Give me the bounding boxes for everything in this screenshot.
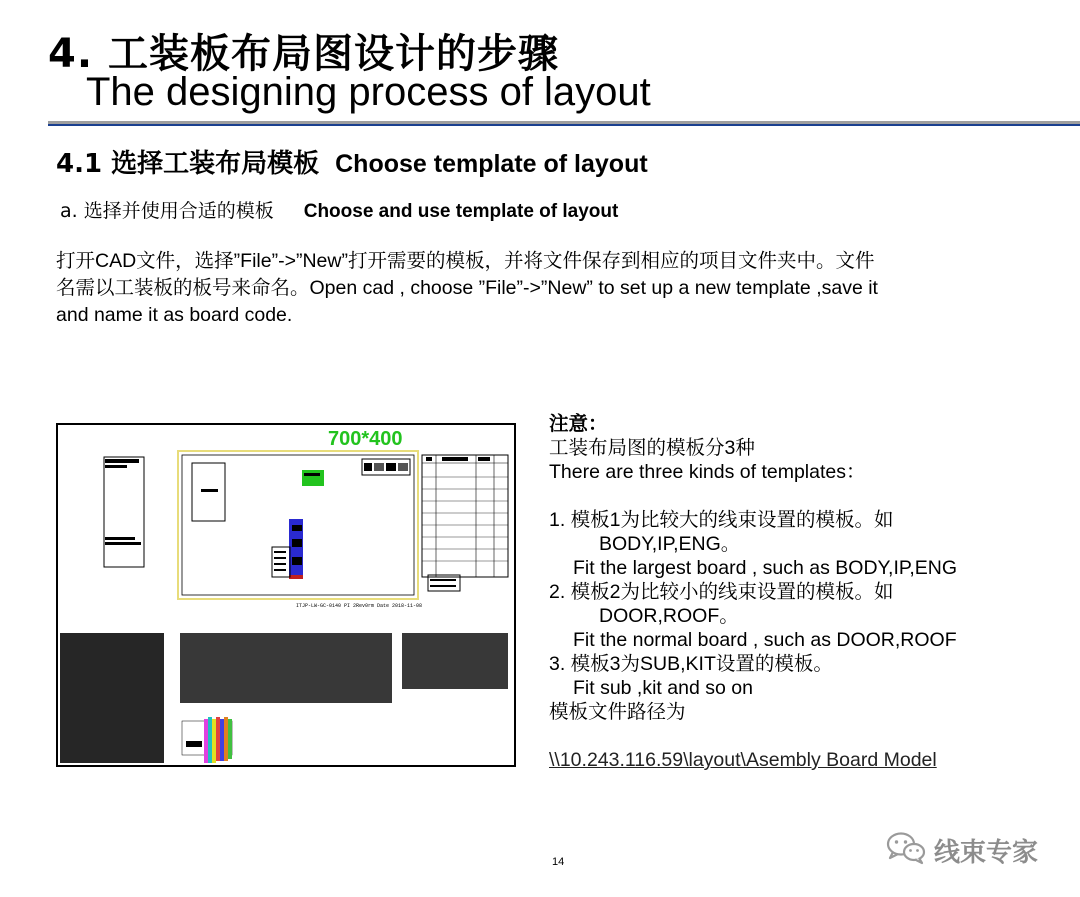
subheading-cn: a. 选择并使用合适的模板 <box>60 200 274 222</box>
notes-heading: 注意： <box>549 413 608 435</box>
notes-blank-line <box>549 484 957 508</box>
cad-drawing-svg <box>58 425 514 765</box>
notes-item-2: 2. 模板2为比较小的线束设置的模板。如 <box>549 581 894 603</box>
notes-item-1-en: Fit the largest board , such as BODY,IP,ENG <box>573 557 958 579</box>
subheading-en: Choose and use template of layout <box>303 201 619 222</box>
notes-line: There are three kinds of templates： <box>549 461 866 483</box>
notes-item-1: 1. 模板1为比较大的线束设置的模板。如 <box>549 509 894 531</box>
subheading <box>60 196 618 223</box>
notes-line: 工装布局图的模板分3种 <box>549 437 755 459</box>
section-heading-cn: 4.1 选择工装布局模板 <box>56 149 320 179</box>
board-size-label: 700*400 <box>328 428 403 450</box>
watermark <box>886 830 1038 870</box>
layout-template-drawing <box>56 423 516 767</box>
wechat-icon <box>886 831 926 869</box>
paragraph-line: 名需以工装板的板号来命名。Open cad , choose ”File”->”New” to set up a new template ,save it <box>56 277 878 299</box>
notes-blank-line <box>549 724 957 748</box>
title-block-text: ITJP-LW-GC-0140 PI 2Rev0rm Date 2018-11-08 <box>296 603 423 609</box>
notes-path-label: 模板文件路径为 <box>549 701 686 723</box>
notes-panel <box>549 412 957 772</box>
instruction-paragraph <box>56 248 1006 329</box>
paragraph-line: 打开CAD文件，选择”File”->”New”打开需要的模板，并将文件保存到相应的项目文件夹中。文件 <box>56 250 875 272</box>
template-path-link[interactable]: \\10.243.116.59\layout\Asembly Board Model <box>549 749 937 771</box>
notes-item-2-en: Fit the normal board , such as DOOR,ROOF <box>573 629 957 651</box>
slide-title-cn: 4. 工装板布局图设计的步骤 <box>48 31 559 77</box>
title-divider-accent <box>48 124 1080 126</box>
section-heading <box>56 143 648 180</box>
section-heading-en: Choose template of layout <box>335 150 648 178</box>
notes-item-2-examples: DOOR,ROOF。 <box>599 605 739 627</box>
notes-item-3: 3. 模板3为SUB,KIT设置的模板。 <box>549 653 833 675</box>
page-number: 14 <box>552 856 565 868</box>
notes-item-3-en: Fit sub ,kit and so on <box>573 677 753 699</box>
notes-item-1-examples: BODY,IP,ENG。 <box>599 533 741 555</box>
watermark-text: 线束专家 <box>934 837 1039 868</box>
slide-title-en: The designing process of layout <box>86 70 651 114</box>
paragraph-line: and name it as board code. <box>56 304 293 326</box>
